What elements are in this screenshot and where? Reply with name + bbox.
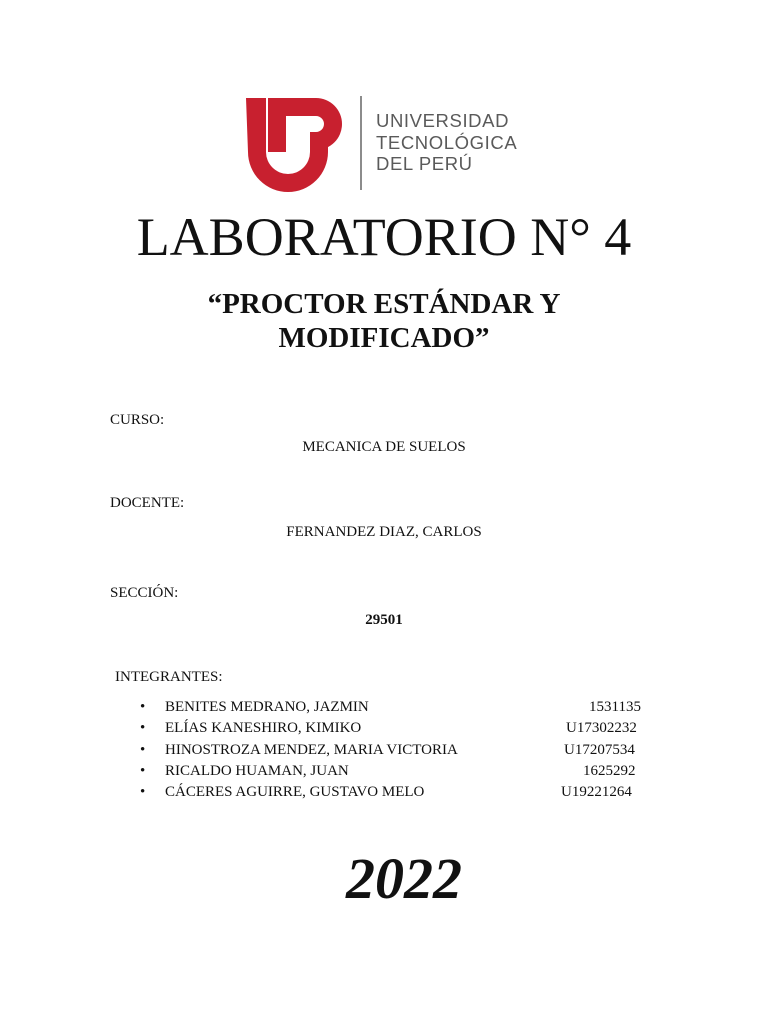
document-subtitle <box>0 287 768 355</box>
document-year: 2022 <box>346 846 462 911</box>
university-name-line-1: UNIVERSIDAD <box>376 110 510 131</box>
member-code: 1531135 <box>589 699 641 715</box>
member-name: ELÍAS KANESHIRO, KIMIKO <box>165 720 362 737</box>
university-name <box>376 110 517 175</box>
integrantes-label: INTEGRANTES: <box>115 669 223 685</box>
seccion-label: SECCIÓN: <box>110 585 179 601</box>
list-item <box>140 740 660 761</box>
list-item <box>140 761 660 782</box>
member-code: U17302232 <box>566 720 637 737</box>
curso-value: MECANICA DE SUELOS <box>302 439 466 455</box>
document-title: LABORATORIO N° 4 <box>136 207 632 267</box>
member-code: U17207534 <box>564 741 635 758</box>
bullet-icon: • <box>140 741 146 758</box>
member-code: U19221264 <box>561 784 632 801</box>
member-code: 1625292 <box>583 762 636 779</box>
bullet-icon: • <box>140 720 146 737</box>
docente-label: DOCENTE: <box>110 495 185 511</box>
bullet-icon: • <box>140 762 146 779</box>
member-name: RICALDO HUAMAN, JUAN <box>165 762 349 779</box>
docente-value: FERNANDEZ DIAZ, CARLOS <box>286 524 482 540</box>
university-logo <box>238 92 528 194</box>
subtitle-line-2: MODIFICADO” <box>278 322 490 354</box>
subtitle-line-1: “PROCTOR ESTÁNDAR Y <box>207 288 561 320</box>
member-name: HINOSTROZA MENDEZ, MARIA VICTORIA <box>165 741 458 758</box>
members-list <box>140 697 660 803</box>
bullet-icon: • <box>140 699 146 715</box>
curso-label: CURSO: <box>110 412 165 428</box>
bullet-icon: • <box>140 784 146 801</box>
university-name-line-2: TECNOLÓGICA <box>376 131 518 153</box>
list-item <box>140 782 660 803</box>
member-name: BENITES MEDRANO, JAZMIN <box>165 699 369 715</box>
university-name-line-3: DEL PERÚ <box>376 153 473 174</box>
utp-logo-mark-icon <box>238 92 350 192</box>
logo-divider <box>360 96 362 190</box>
list-item <box>140 718 660 739</box>
member-name: CÁCERES AGUIRRE, GUSTAVO MELO <box>165 784 425 801</box>
list-item <box>140 697 660 718</box>
seccion-value: 29501 <box>365 612 403 628</box>
